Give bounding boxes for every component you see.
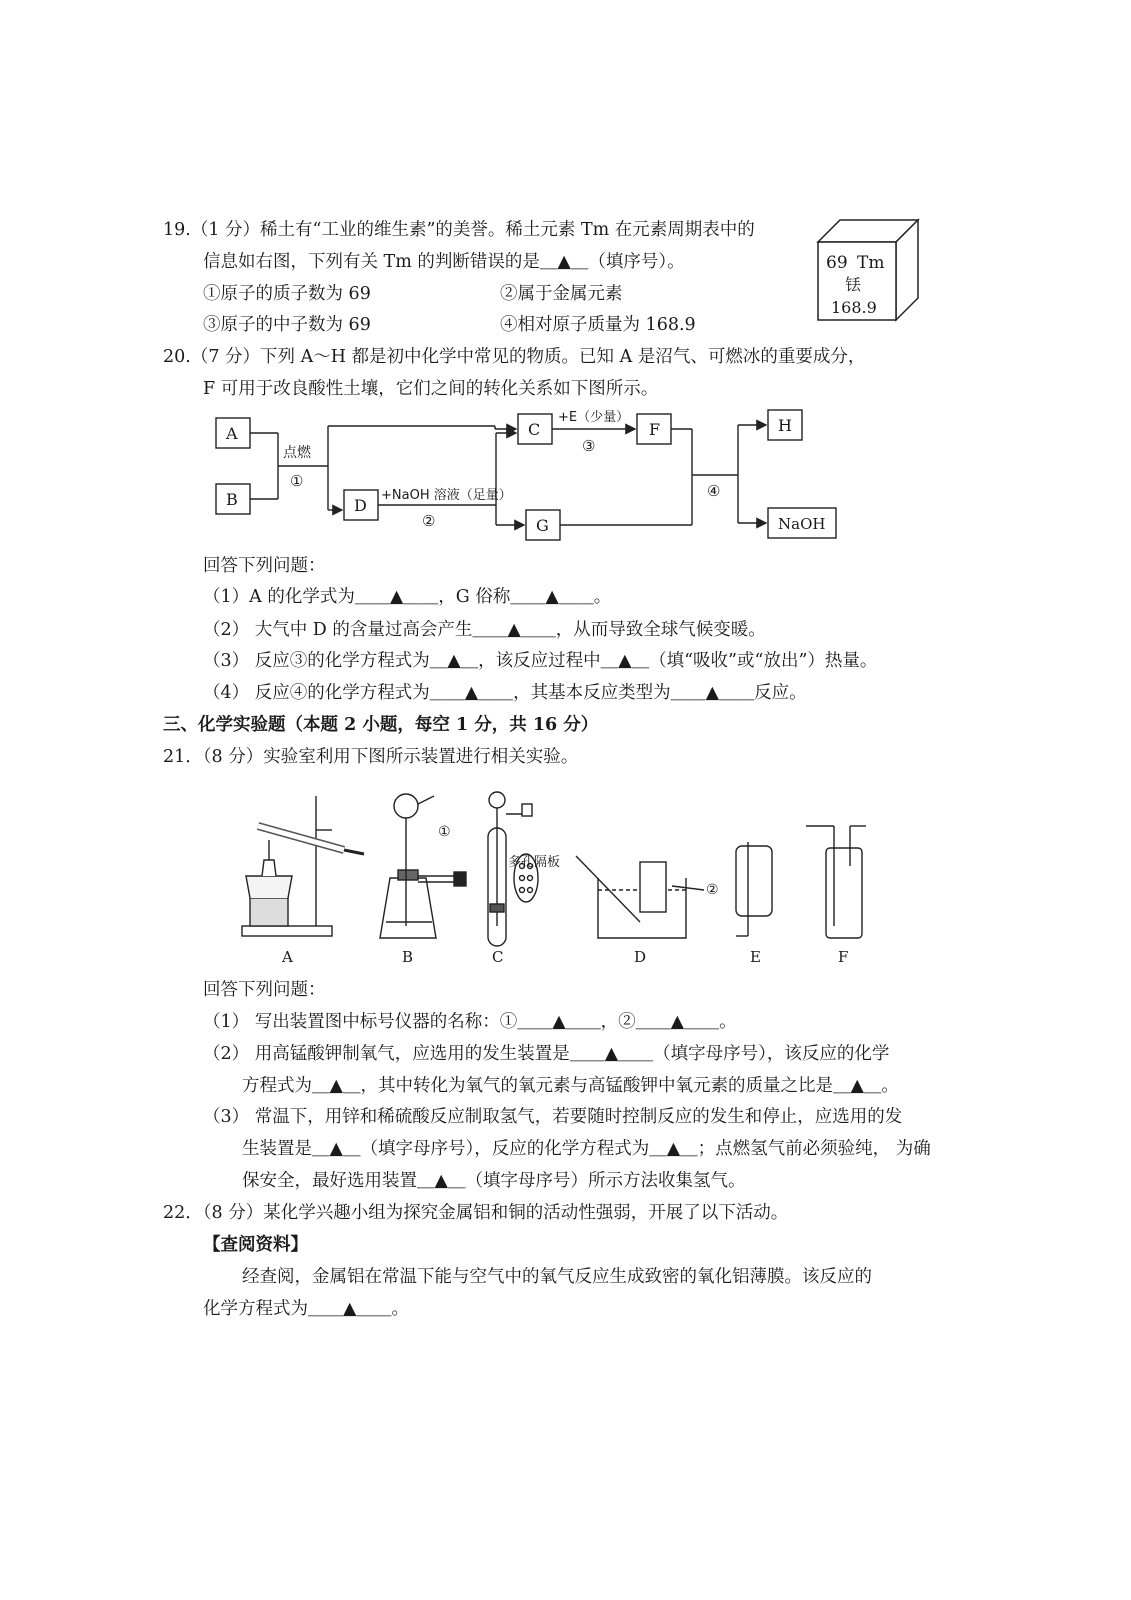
q22-para2: 化学方程式为＿＿▲＿＿。 [203, 1299, 409, 1319]
element-mass: 168.9 [831, 298, 877, 317]
q21-answer-intro: 回答下列问题： [203, 980, 326, 1000]
q19-line1: 19.（1 分）稀土有“工业的维生素”的美誉。稀土元素 Tm 在元素周期表中的 [163, 220, 755, 240]
apparatus-label-F: F [838, 948, 849, 966]
q20-sub3: （3） 反应③的化学方程式为＿▲＿，该反应过程中＿▲＿（填“吸收”或“放出”）热量。 [203, 651, 878, 671]
label-naoh-solution: +NaOH 溶液（足量） [381, 488, 512, 503]
apparatus-label-D: D [634, 948, 647, 966]
q19-line2: 信息如右图，下列有关 Tm 的判断错误的是＿▲＿（填序号）。 [203, 252, 685, 272]
node-NaOH: NaOH [778, 515, 826, 533]
apparatus-mark-2: ② [706, 882, 719, 898]
section-title: 三、化学实验题（本题 2 小题，每空 1 分，共 16 分） [163, 715, 599, 735]
label-reaction-4: ④ [707, 482, 721, 500]
q22-para1: 经查阅，金属铝在常温下能与空气中的氧气反应生成致密的氧化铝薄膜。该反应的 [242, 1267, 872, 1287]
conversion-flow-diagram [200, 402, 860, 548]
node-H: H [778, 416, 792, 435]
q20-answer-intro: 回答下列问题： [203, 556, 326, 576]
element-number: 69 [826, 253, 848, 273]
q19-option-3: ③原子的中子数为 69 [203, 315, 371, 335]
node-D: D [354, 496, 367, 515]
element-symbol: Tm [857, 253, 885, 273]
q21-sub2a: （2） 用高锰酸钾制氧气，应选用的发生装置是＿＿▲＿＿（填字母序号），该反应的化学 [203, 1044, 890, 1064]
element-tile-figure [812, 218, 924, 324]
apparatus-mark-1: ① [438, 824, 451, 840]
node-F: F [649, 420, 661, 439]
apparatus-label-B: B [402, 948, 414, 966]
q19-option-4: ④相对原子质量为 168.9 [500, 315, 696, 335]
q21-line1: 21．（8 分）实验室利用下图所示装置进行相关实验。 [163, 747, 579, 767]
q21-sub3a: （3） 常温下，用锌和稀硫酸反应制取氢气，若要随时控制反应的发生和停止，应选用的发 [203, 1107, 903, 1127]
q22-heading: 【查阅资料】 [203, 1235, 308, 1255]
q20-sub2: （2） 大气中 D 的含量过高会产生＿＿▲＿＿，从而导致全球气候变暖。 [203, 620, 766, 640]
element-name: 铥 [845, 275, 862, 294]
label-reaction-1: ① [290, 472, 304, 490]
q20-sub1: （1）A 的化学式为＿＿▲＿＿，G 俗称＿＿▲＿＿。 [203, 587, 612, 607]
apparatus-label-E: E [750, 948, 761, 966]
q21-sub1: （1） 写出装置图中标号仪器的名称：①＿＿▲＿＿，②＿＿▲＿＿。 [203, 1012, 737, 1032]
label-e-small: +E（少量） [558, 410, 630, 425]
label-reaction-2: ② [422, 512, 436, 530]
node-B: B [226, 490, 238, 509]
q20-sub4: （4） 反应④的化学方程式为＿＿▲＿＿，其基本反应类型为＿＿▲＿＿反应。 [203, 683, 807, 703]
porous-plate-label: 多孔隔板 [508, 855, 561, 870]
q20-line1: 20.（7 分）下列 A～H 都是初中化学中常见的物质。已知 A 是沼气、可燃冰的重要成分， [163, 347, 866, 367]
q21-sub2b: 方程式为＿▲＿，其中转化为氧气的氧元素与高锰酸钾中氧元素的质量之比是＿▲＿。 [242, 1076, 899, 1096]
label-reaction-3: ③ [582, 437, 596, 455]
node-C: C [528, 420, 541, 439]
q19-option-1: ①原子的质子数为 69 [203, 284, 371, 304]
node-G: G [536, 516, 549, 535]
q21-sub3c: 保安全，最好选用装置＿▲＿（填字母序号）所示方法收集氢气。 [242, 1171, 746, 1191]
apparatus-label-C: C [492, 948, 504, 966]
q20-line2: F 可用于改良酸性土壤，它们之间的转化关系如下图所示。 [203, 379, 659, 399]
q19-option-2: ②属于金属元素 [500, 284, 623, 304]
q22-line1: 22．（8 分）某化学兴趣小组为探究金属铝和铜的活动性强弱，开展了以下活动。 [163, 1203, 789, 1223]
apparatus-label-A: A [282, 948, 293, 966]
apparatus-figure [236, 786, 876, 972]
label-ignite: 点燃 [283, 445, 311, 461]
node-A: A [226, 424, 238, 443]
q21-sub3b: 生装置是＿▲＿（填字母序号），反应的化学方程式为＿▲＿；点燃氢气前必须验纯， 为确 [242, 1139, 931, 1159]
